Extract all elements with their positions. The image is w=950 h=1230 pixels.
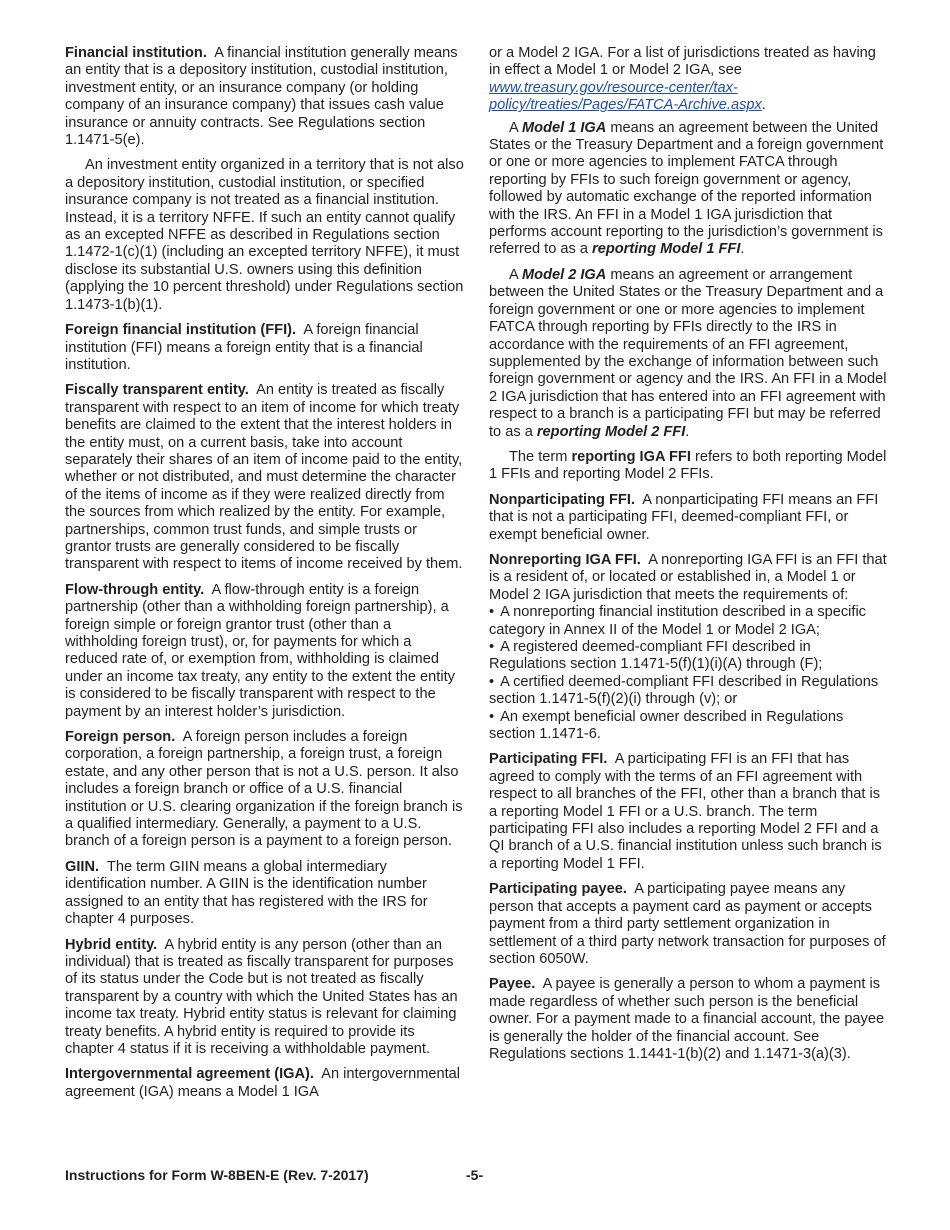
bullet-icon: • — [489, 639, 495, 655]
definition-nonreporting-iga-ffi — [489, 552, 889, 604]
definition-text: A payee is generally a person to whom a payment is made regardless of whether such person is the beneficial owner. For a payment made to a financial account, the payee is generally the holder of the financial account. See Regulations sections 1.1441-1(b)(2) and 1.1471-3(a)(3). — [489, 976, 885, 1062]
footer-form-title: Instructions for Form W-8BEN-E (Rev. 7-2017) — [65, 1167, 369, 1183]
definition-reporting-iga-ffi — [489, 449, 889, 484]
definition-text: means an agreement or arrangement between the United States or the Treasury Department and a foreign government or one or more agencies to implement FATCA through reporting by FFIs directly to the IRS in accordance with the requirements of an FFI agreement, supplemented by the exchange of information between such foreign government or agency and the IRS. An FFI in a Model 2 IGA jurisdiction that has entered into an FFI agreement with respect to a branch is a participating FFI but may be referred to as a — [489, 266, 887, 440]
list-item — [489, 604, 889, 639]
definition-text: A nonparticipating FFI means an FFI that is not a participating FFI, deemed-compliant FFI, or exempt beneficial owner. — [489, 491, 879, 543]
definition-hybrid-entity — [65, 937, 465, 1059]
term: Foreign financial institution (FFI). — [65, 322, 297, 339]
term: Hybrid entity. — [65, 936, 158, 953]
definition-flow-through-entity — [65, 582, 465, 721]
term: Nonreporting IGA FFI. — [489, 551, 641, 568]
requirements-list — [489, 604, 889, 743]
article: A — [509, 119, 518, 136]
punctuation: . — [740, 241, 745, 258]
definition-text: A hybrid entity is any person (other than an individual) that is treated as fiscally transparent for purposes of its status under the Code but is not treated as fiscally transparent by a country with which the United States has an income tax treaty. Hybrid entity status is relevant for claiming treaty benefits. A hybrid entity is required to provide its chapter 4 status if it is receiving a withholdable payment. — [65, 936, 458, 1057]
term: Participating payee. — [489, 881, 627, 898]
definition-iga — [65, 1066, 465, 1101]
term: reporting Model 1 FFI — [592, 241, 741, 258]
definition-text: A foreign person includes a foreign corporation, a foreign partnership, a foreign trust, a foreign estate, and any other person that is not a U.S. person. It also includes a foreign branch or office of a U.S. financial institution or U.S. clearing organization if the foreign branch is a qualified intermediary. Generally, a payment to a U.S. branch of a foreign person is a payment to a foreign person. — [65, 729, 463, 850]
term: Flow-through entity. — [65, 581, 205, 598]
bullet-icon: • — [489, 708, 495, 725]
right-column — [489, 45, 889, 1071]
term: Fiscally transparent entity. — [65, 382, 249, 399]
definition-text: An investment entity organized in a territory that is not also a depository institution, custodial institution, or specified insurance company is not treated as a financial institution. Instead, it is a territory NFFE. If such an entity cannot qualify as an excepted NFFE as described in Regulations section 1.1472-1(c)(1) (including an excepted territory NFFE), it must disclose its substantial U.S. owners using this definition (applying the 10 percent threshold) under Regulations section 1.1473-1(b)(1). — [65, 157, 464, 313]
definition-text: means an agreement between the United States or the Treasury Department and a foreign government or one or more agencies to implement FATCA through reporting by FFIs to such foreign government or agency, followed by automatic exchange of the reported information with the IRS. An FFI in a Model 1 IGA jurisdiction that performs account reporting to the jurisdiction’s government is referred to as a — [489, 119, 884, 258]
definition-text: A foreign financial institution (FFI) means a foreign entity that is a financial institution. — [65, 322, 423, 373]
list-item — [489, 709, 889, 744]
definition-text: A participating FFI is an FFI that has agreed to comply with the terms of an FFI agreement with respect to all branches of the FFI, other than a branch that is a reporting Model 1 FFI or a U.S. branch. The term participating FFI also includes a reporting Model 2 FFI and a QI branch of a U.S. financial institution unless such branch is a reporting Model 1 FFI. — [489, 751, 882, 872]
term: Participating FFI. — [489, 751, 608, 768]
term: GIIN. — [65, 858, 100, 875]
definition-nonparticipating-ffi — [489, 492, 889, 544]
definition-text: The term GIIN means a global intermediary identification number. A GIIN is the identification number assigned to an entity that has registered with the IRS for chapter 4 purposes. — [65, 858, 428, 928]
left-column — [65, 45, 465, 1109]
definition-ffi — [65, 322, 465, 374]
definition-text: An intergovernmental agreement (IGA) means a Model 1 IGA — [65, 1066, 461, 1100]
definition-model-2-iga — [489, 267, 889, 441]
definition-text: A flow-through entity is a foreign partnership (other than a withholding foreign partnership), a foreign simple or foreign grantor trust (other than a withholding foreign trust), or, for payments for which a reduced rate of, or exemption from, withholding is claimed under an income tax treaty, any entity to the extent the entity is considered to be fiscally transparent with respect to the payment by an interest holder’s jurisdiction. — [65, 581, 455, 720]
paragraph-territory-nffe — [65, 157, 465, 314]
definition-text: refers to both reporting Model 1 FFIs and reporting Model 2 FFIs. — [489, 448, 887, 483]
term: Payee. — [489, 976, 536, 993]
definition-participating-ffi — [489, 751, 889, 873]
term: reporting Model 2 FFI — [536, 423, 686, 440]
iga-continuation — [489, 45, 889, 115]
list-item-text: A nonreporting financial institution described in a specific category in Annex II of the Model 1 or Model 2 IGA; — [489, 604, 866, 638]
term: Intergovernmental agreement (IGA). — [65, 1066, 314, 1083]
definition-text: A financial institution generally means an entity that is a depository institution, custodial institution, investment entity, or an insurance company (or holding company of an insurance company) that issues cash value insurance or annuity contracts. See Regulations section 1.1471-5(e). — [65, 45, 458, 149]
definition-model-1-iga — [489, 120, 889, 259]
list-item — [489, 639, 889, 674]
definition-text: An entity is treated as fiscally transparent with respect to an item of income for which treaty benefits are claimed to the extent that the interest holders in the entity must, on a current basis, take into account separately their shares of an item of income paid to the entity, whether or not distributed, and must determine the character of the items of income as if they were realized directly from the sources from which realized by the entity. For example, partnerships, common trust funds, and simple trusts or grantor trusts are generally considered to be fiscally transparent with respect to items of income received by them. — [65, 382, 463, 573]
page-number: -5- — [466, 1167, 484, 1183]
bullet-icon: • — [489, 604, 495, 621]
definition-payee — [489, 976, 889, 1063]
punctuation: . — [761, 97, 766, 114]
term: Financial institution. — [65, 45, 207, 61]
term: Nonparticipating FFI. — [489, 491, 635, 508]
term: reporting IGA FFI — [571, 448, 691, 465]
fatca-archive-link[interactable]: www.treasury.gov/resource-center/tax-policy/treaties/Pages/FATCA-Archive.aspx — [489, 79, 762, 114]
definition-text: A participating payee means any person that accepts a payment card as payment or accepts payment from a third party settlement organization in settlement of a third party network transaction for purposes of section 6050W. — [489, 881, 886, 967]
definition-text: The term — [509, 448, 568, 465]
definition-text: A nonreporting IGA FFI is an FFI that is a resident of, or located or established in, a Model 1 or Model 2 IGA jurisdiction that meets the requirements of: — [489, 551, 887, 603]
definition-financial-institution — [65, 45, 465, 149]
definition-fiscally-transparent-entity — [65, 382, 465, 573]
term: Model 1 IGA — [522, 119, 607, 136]
list-item-text: A certified deemed-compliant FFI described in Regulations section 1.1471-5(f)(2)(i) through (v); or — [489, 673, 879, 708]
definition-participating-payee — [489, 881, 889, 968]
article: A — [509, 266, 518, 283]
list-item-text: A registered deemed-compliant FFI described in Regulations section 1.1471-5(f)(1)(i)(A) through (F); — [489, 639, 823, 673]
term: Model 2 IGA — [522, 266, 607, 283]
punctuation: . — [685, 423, 690, 440]
bullet-icon: • — [489, 673, 495, 690]
list-item — [489, 674, 889, 709]
list-item-text: An exempt beneficial owner described in Regulations section 1.1471-6. — [489, 708, 844, 743]
definition-text: or a Model 2 IGA. For a list of jurisdictions treated as having in effect a Model 1 or Model 2 IGA, see — [489, 45, 876, 79]
definition-foreign-person — [65, 729, 465, 851]
term: Foreign person. — [65, 729, 176, 746]
definition-giin — [65, 859, 465, 929]
